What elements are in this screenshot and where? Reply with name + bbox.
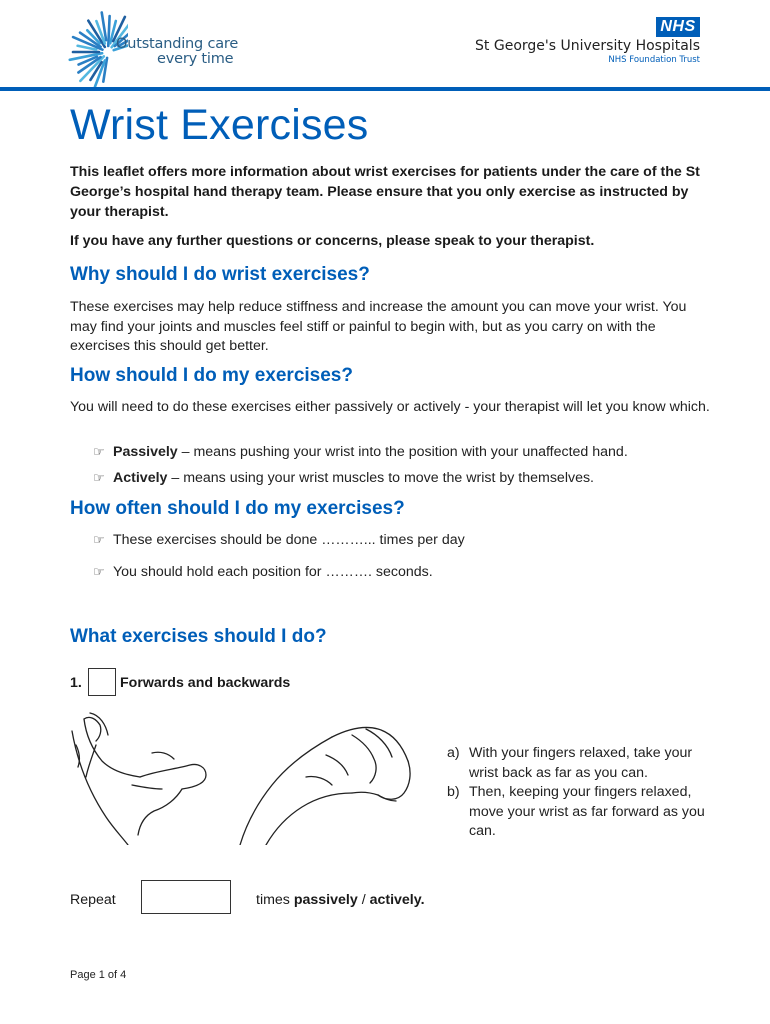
- wrist-exercise-illustration: [66, 705, 416, 845]
- step-a: [447, 744, 717, 783]
- slash-separator: /: [357, 892, 370, 908]
- step-a-text: With your fingers relaxed, take your wrist back as far as you can.: [469, 745, 693, 781]
- hold-text: You should hold each position for ………. seconds.: [113, 564, 433, 580]
- active-text: – means using your wrist muscles to move the wrist by themselves.: [167, 470, 594, 486]
- passive-text: – means pushing your wrist into the position with your unaffected hand.: [177, 444, 628, 460]
- exercise-checkbox[interactable]: [88, 668, 116, 696]
- exercise-title: Forwards and backwards: [120, 675, 291, 691]
- step-b-label: b): [447, 784, 460, 800]
- section-heading-what: What exercises should I do?: [70, 626, 327, 647]
- tagline-line1: Outstanding care: [116, 36, 239, 52]
- how-body: You will need to do these exercises either passively or actively - your therapist will let you know which.: [70, 399, 710, 415]
- frequency-text: These exercises should be done ………... times per day: [113, 532, 465, 548]
- repeat-count-box[interactable]: [141, 880, 231, 914]
- times-label: times: [256, 892, 294, 908]
- step-b-text: Then, keeping your fingers relaxed, move your wrist as far forward as you can.: [469, 784, 705, 839]
- exercise-number: 1.: [70, 675, 82, 691]
- list-item-frequency: [93, 532, 465, 548]
- list-item-hold: [93, 564, 433, 580]
- section-heading-often: How often should I do my exercises?: [70, 498, 405, 519]
- times-instruction: [256, 892, 425, 908]
- exercise-steps: [447, 744, 717, 842]
- repeat-label: Repeat: [70, 892, 116, 908]
- actively-option: actively.: [369, 892, 425, 908]
- header-divider: [0, 87, 770, 91]
- pointing-hand-icon: ☞: [93, 564, 105, 579]
- step-b: [447, 783, 717, 842]
- section-heading-how: How should I do my exercises?: [70, 365, 353, 386]
- pointing-hand-icon: ☞: [93, 470, 105, 485]
- hand-wrist-back-drawing: [72, 713, 206, 845]
- page-number: Page 1 of 4: [70, 969, 127, 981]
- list-item-passively: [93, 444, 628, 460]
- pointing-hand-icon: ☞: [93, 532, 105, 547]
- section-heading-why: Why should I do wrist exercises?: [70, 264, 370, 285]
- intro-text: This leaflet offers more information about wrist exercises for patients under the care of the St George’s hospital hand therapy team. Please ensure that you only exercise as instructed by your therapist.: [70, 164, 700, 220]
- active-term: Actively: [113, 470, 168, 486]
- passively-option: passively: [293, 892, 358, 908]
- trust-subtitle: NHS Foundation Trust: [608, 55, 700, 65]
- step-a-label: a): [447, 745, 460, 761]
- hand-wrist-forward-drawing: [240, 727, 410, 845]
- trust-name: St George's University Hospitals: [475, 38, 700, 54]
- why-body: These exercises may help reduce stiffness and increase the amount you can move your wrist. You may find your joints and muscles feel stiff or painful to begin with, but as you carry on with the exercises this should get better.: [70, 299, 687, 354]
- pointing-hand-icon: ☞: [93, 444, 105, 459]
- tagline-line2: every time: [157, 51, 234, 67]
- nhs-logo: NHS: [656, 17, 700, 37]
- list-item-actively: [93, 470, 594, 486]
- page-title: Wrist Exercises: [70, 101, 369, 149]
- passive-term: Passively: [113, 444, 178, 460]
- further-questions-text: If you have any further questions or concerns, please speak to your therapist.: [70, 233, 595, 249]
